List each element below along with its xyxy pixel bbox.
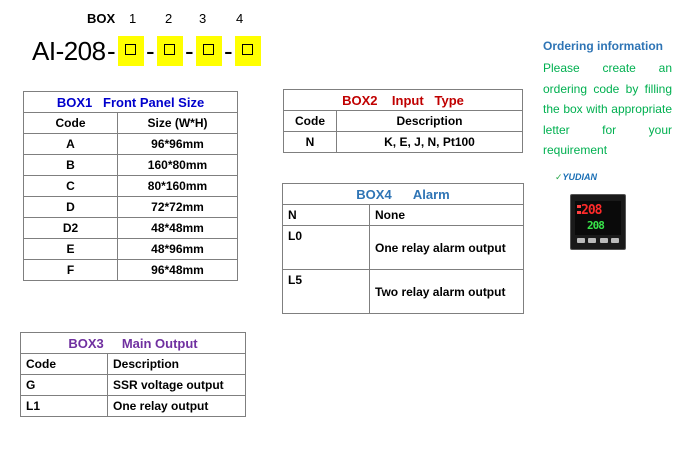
brand-logo: [555, 172, 597, 183]
pv-display: 208: [581, 203, 602, 218]
box1-table: [23, 91, 238, 281]
separator: -: [224, 35, 233, 66]
box3-desc: SSR voltage output: [108, 375, 246, 396]
controller-device-image: [570, 194, 626, 250]
code-slot-3[interactable]: [196, 36, 222, 66]
model-code: [32, 34, 262, 68]
box3-table: [20, 332, 246, 417]
box1-code: D2: [24, 218, 118, 239]
box4-table: [282, 183, 524, 314]
box-number-4: 4: [236, 11, 244, 26]
table-row: [24, 218, 238, 239]
table-row: [284, 132, 523, 153]
box3-desc: One relay output: [108, 396, 246, 417]
box-number-3: 3: [199, 11, 207, 26]
table-row: [21, 375, 246, 396]
ordering-title: Ordering information: [543, 39, 663, 53]
box1-code: D: [24, 197, 118, 218]
box1-size: 96*48mm: [118, 260, 238, 281]
box1-code: A: [24, 134, 118, 155]
box-number-1: 1: [129, 11, 137, 26]
box3-col-desc: Description: [108, 354, 246, 375]
box3-code: L1: [21, 396, 108, 417]
box1-title: BOX1 Front Panel Size: [24, 92, 238, 113]
box3-col-code: Code: [21, 354, 108, 375]
box1-size: 160*80mm: [118, 155, 238, 176]
box1-code: E: [24, 239, 118, 260]
box1-col-size: Size (W*H): [118, 113, 238, 134]
table-row: [283, 205, 524, 226]
box1-size: 48*48mm: [118, 218, 238, 239]
box-number-2: 2: [165, 11, 173, 26]
brand-name: YUDIAN: [562, 172, 598, 182]
table-row: [24, 134, 238, 155]
box2-desc: K, E, J, N, Pt100: [337, 132, 523, 153]
separator: -: [146, 35, 155, 66]
separator: -: [185, 35, 194, 66]
box1-size: 72*72mm: [118, 197, 238, 218]
model-prefix: AI-208: [32, 35, 106, 66]
box4-code: N: [283, 205, 370, 226]
box1-code: C: [24, 176, 118, 197]
key-icon: [588, 238, 596, 243]
box3-code: G: [21, 375, 108, 396]
table-row: [24, 260, 238, 281]
box1-code: F: [24, 260, 118, 281]
table-row: [24, 155, 238, 176]
code-slot-1[interactable]: [118, 36, 144, 66]
table-row: [283, 270, 524, 314]
code-slot-2[interactable]: [157, 36, 183, 66]
yudian-logo-icon: ✓: [555, 172, 563, 182]
table-row: [24, 239, 238, 260]
box2-code: N: [284, 132, 337, 153]
box4-code: L0: [283, 226, 370, 270]
box2-col-desc: Description: [337, 111, 523, 132]
box1-col-code: Code: [24, 113, 118, 134]
table-row: [283, 226, 524, 270]
box-label: BOX: [87, 11, 116, 26]
box4-desc: None: [370, 205, 524, 226]
box2-title: BOX2 Input Type: [284, 90, 523, 111]
table-row: [24, 197, 238, 218]
key-icon: [600, 238, 608, 243]
separator: -: [107, 35, 116, 66]
box4-title: BOX4 Alarm: [283, 184, 524, 205]
box3-title: BOX3 Main Output: [21, 333, 246, 354]
box4-desc: One relay alarm output: [370, 226, 524, 270]
box4-desc: Two relay alarm output: [370, 270, 524, 314]
box2-table: [283, 89, 523, 153]
box1-size: 80*160mm: [118, 176, 238, 197]
box1-code: B: [24, 155, 118, 176]
sv-display: 208: [587, 219, 604, 232]
box1-size: 96*96mm: [118, 134, 238, 155]
table-row: [24, 176, 238, 197]
device-keys: [577, 238, 619, 244]
box2-col-code: Code: [284, 111, 337, 132]
key-icon: [577, 238, 585, 243]
key-icon: [611, 238, 619, 243]
box4-code: L5: [283, 270, 370, 314]
box1-size: 48*96mm: [118, 239, 238, 260]
code-slot-4[interactable]: [235, 36, 261, 66]
ordering-text: Please create an ordering code by filling the box with appropriate letter for your requirement: [543, 61, 672, 157]
table-row: [21, 396, 246, 417]
